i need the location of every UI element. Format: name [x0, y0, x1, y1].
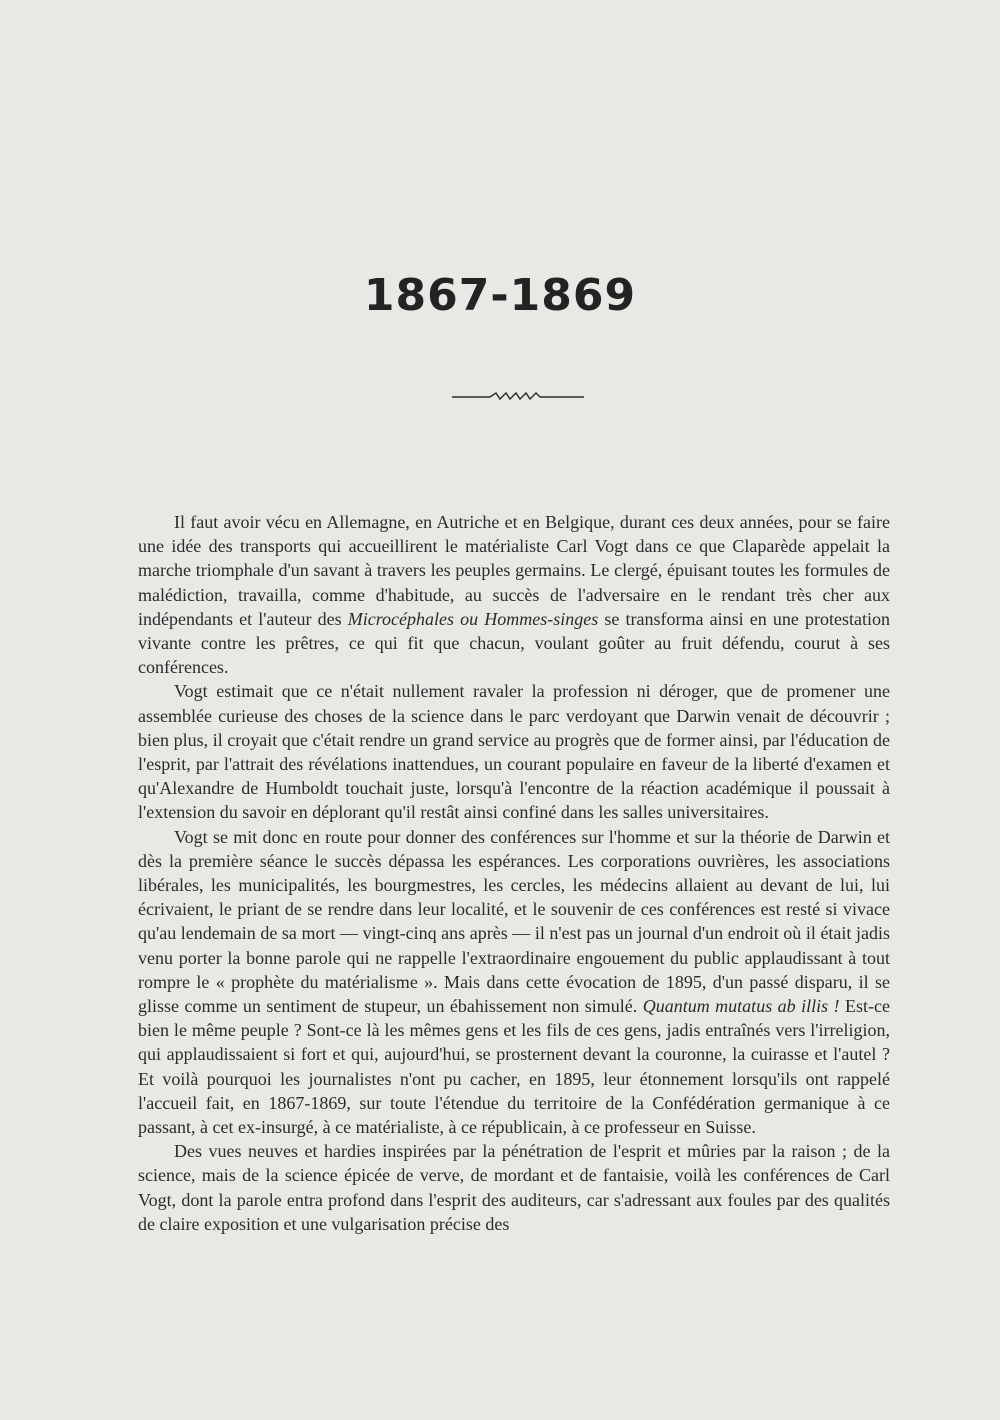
text-run: se transforma ainsi en une protestation vivante contre les prêtres, ce qui fit que chacun, voulant goûter au fruit défendu, courut à ses conférences. [138, 608, 891, 678]
text-run: Vogt estimait que ce n'était nullement ravaler la profession ni déroger, que de promener une assemblée curieuse des choses de la science dans le parc verdoyant que Darwin venait de découvrir ; bien plus, il croyait que c'était rendre un grand service au progrès que de former ainsi, par l'éducation de l'esprit, par l'attrait des révélations inattendues, un courant populaire en faveur de la liberté d'examen et qu'Alexandre de Humboldt touchait juste, lorsqu'à l'encontre de la réaction académique il poussait à l'extension du savoir en déplorant qu'il restât ainsi confiné dans les salles universitaires. [138, 681, 890, 823]
decorative-ornament-icon [452, 388, 584, 406]
paragraph [138, 679, 890, 824]
text-run: Est-ce bien le même peuple ? Sont-ce là les mêmes gens et les fils de ces gens, jadis entraînés vers l'irreligion, qui applaudissaient si fort et qui, aujourd'hui, se prosternent devant la couronne, la cuirasse et l'autel ? Et voilà pourquoi les journalistes n'ont pu cacher, en 1895, leur étonnement lorsqu'ils ont rappelé l'accueil fait, en 1867-1869, sur toute l'étendue du territoire de la Confédération germanique à ce passant, à cet ex-insurgé, à ce matérialiste, à ce républicain, à ce professeur en Suisse. [138, 996, 890, 1138]
text-run: Des vues neuves et hardies inspirées par la pénétration de l'esprit et mûries par la raison ; de la science, mais de la science épicée de verve, de mordant et de fantaisie, voilà les conférences de Carl Vogt, dont la parole entra profond dans l'esprit des auditeurs, car s'adressant aux foules par des qualités de claire exposition et une vulgarisation précise des [138, 1141, 890, 1234]
paragraph [138, 1139, 890, 1236]
italic-text-run: Microcéphales ou Hommes-singes [347, 608, 599, 629]
text-run: Vogt se mit donc en route pour donner des conférences sur l'homme et sur la théorie de Darwin et dès la première séance le succès dépassa les espérances. Les corporations ouvrières, les associations libérales, les municipalités, les bourgmestres, les cercles, les médecins allaient au devant de lui, lui écrivaient, le priant de se rendre dans leur localité, et le souvenir de ces conférences est resté si vivace qu'au lendemain de sa mort — vingt-cinq ans après — il n'est pas un journal d'un endroit où il était jadis venu porter la bonne parole qui ne rappelle l'extraordinaire engouement du public applaudissant à tout rompre le « prophète du matérialisme ». Mais dans cette évocation de 1895, d'un passé disparu, il se glisse comme un sentiment de stupeur, un ébahissement non simulé. [138, 826, 890, 1017]
body-text [138, 510, 890, 1236]
page-title: 1867-1869 [363, 270, 637, 321]
italic-text-run: Quantum mutatus ab illis ! [642, 996, 840, 1017]
text-run: Il faut avoir vécu en Allemagne, en Autriche et en Belgique, durant ces deux années, pour se faire une idée des transports qui accueillirent le matérialiste Carl Vogt dans ce que Claparède appelait la marche triomphale d'un savant à travers les peuples germains. Le clergé, épuisant toutes les formules de malédiction, travailla, comme d'habitude, au succès de l'adversaire en le rendant très cher aux indépendants et l'auteur des [138, 512, 890, 629]
paragraph [138, 825, 890, 1140]
paragraph [138, 510, 890, 679]
